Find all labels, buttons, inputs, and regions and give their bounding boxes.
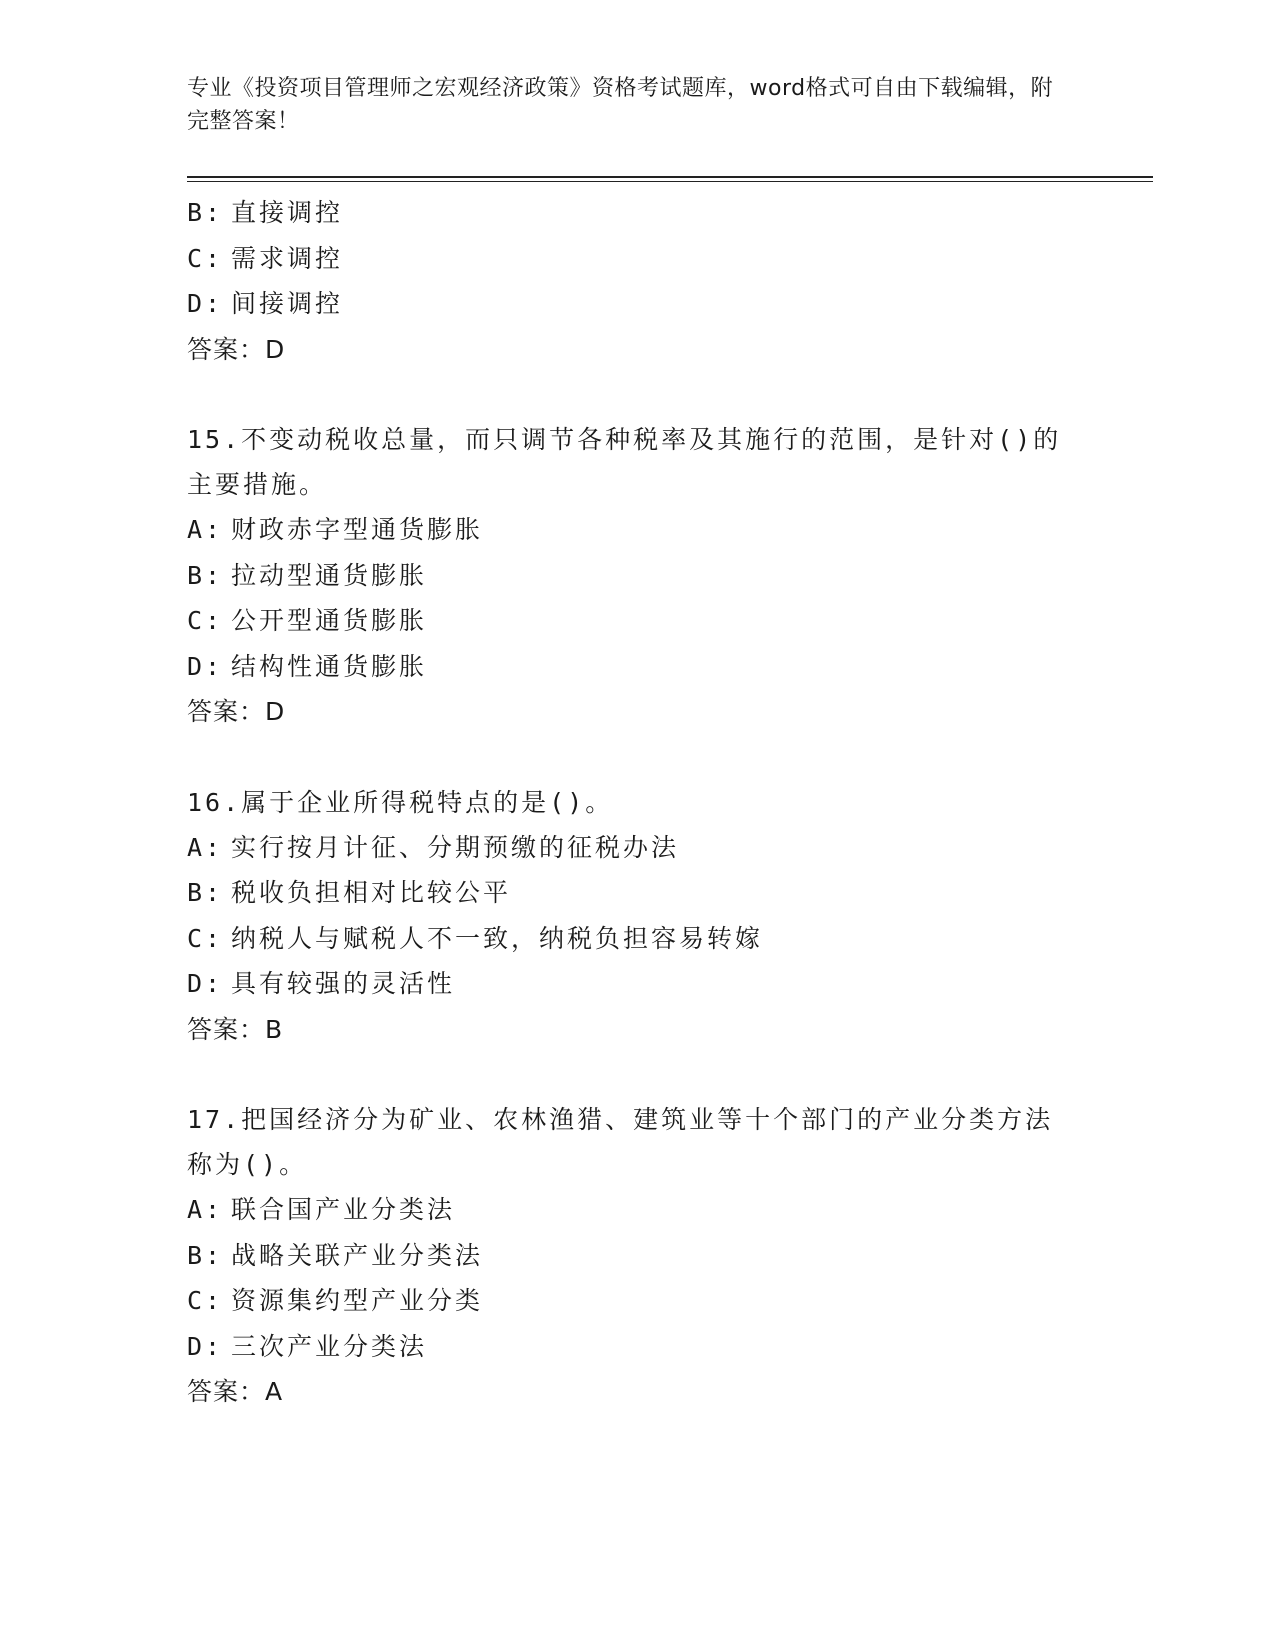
option-d [187,644,1087,690]
option-text: 财政赤字型通货膨胀 [231,515,484,544]
prev-question-block [187,190,1087,372]
option-text: 间接调控 [231,289,344,318]
option-text: 结构性通货膨胀 [231,651,428,681]
option-d [187,1324,1087,1370]
option-text: 实行按月计征、分期预缴的征税办法 [231,832,680,862]
option-text: 需求调控 [231,243,344,273]
option-text: 直接调控 [231,198,344,227]
option-letter: D: [187,1331,224,1361]
option-letter: B: [187,560,224,590]
question-17 [187,1097,1087,1415]
option-letter: C: [187,606,224,635]
question-stem: 15.不变动税收总量，而只调节各种税率及其施行的范围，是针对()的主要措施。 [187,425,1062,499]
option-b [187,870,1087,916]
spacer [187,372,1087,417]
document-header: 专业《投资项目管理师之宏观经济政策》资格考试题库，word格式可自由下载编辑，附完整答案！ [187,76,1054,134]
answer-line: 答案：B [187,1014,284,1044]
option-text: 税收负担相对比较公平 [231,878,512,907]
option-text: 三次产业分类法 [231,1331,428,1361]
option-text: 纳税人与赋税人不一致，纳税负担容易转嫁 [231,923,764,953]
option-text: 联合国产业分类法 [231,1195,456,1224]
spacer [187,1052,1087,1097]
option-letter: C: [187,243,224,273]
header-rule-thick [187,176,1153,178]
option-a [187,825,1087,871]
option-letter: D: [187,651,224,681]
question-15 [187,417,1087,735]
option-b [187,1233,1087,1279]
option-a [187,1187,1087,1233]
option-letter: C: [187,1286,224,1315]
question-16 [187,780,1087,1053]
answer-line: 答案：D [187,334,286,364]
question-stem: 17.把国经济分为矿业、农林渔猎、建筑业等十个部门的产业分类方法称为()。 [187,1105,1054,1179]
answer-line: 答案：A [187,1377,284,1406]
option-d [187,961,1087,1007]
header-rule-thin [187,181,1153,182]
answer-line: 答案：D [187,697,286,726]
option-letter: D: [187,289,224,318]
option-c [187,598,1087,644]
option-letter: A: [187,832,224,862]
option-d [187,281,1087,327]
option-letter: B: [187,198,224,227]
option-letter: C: [187,923,224,953]
option-text: 公开型通货膨胀 [231,606,428,635]
option-text: 战略关联产业分类法 [231,1240,484,1270]
option-c [187,236,1087,282]
question-content [187,190,1087,1415]
option-text: 具有较强的灵活性 [231,969,456,998]
option-c [187,1278,1087,1324]
option-b [187,190,1087,236]
option-text: 拉动型通货膨胀 [231,560,428,590]
option-letter: B: [187,1240,224,1270]
question-stem: 16.属于企业所得税特点的是()。 [187,787,614,817]
option-letter: A: [187,1195,224,1224]
option-text: 资源集约型产业分类 [231,1286,484,1315]
option-a [187,507,1087,553]
option-letter: A: [187,515,224,544]
option-c [187,916,1087,962]
option-b [187,553,1087,599]
spacer [187,735,1087,780]
option-letter: B: [187,878,224,907]
option-letter: D: [187,969,224,998]
